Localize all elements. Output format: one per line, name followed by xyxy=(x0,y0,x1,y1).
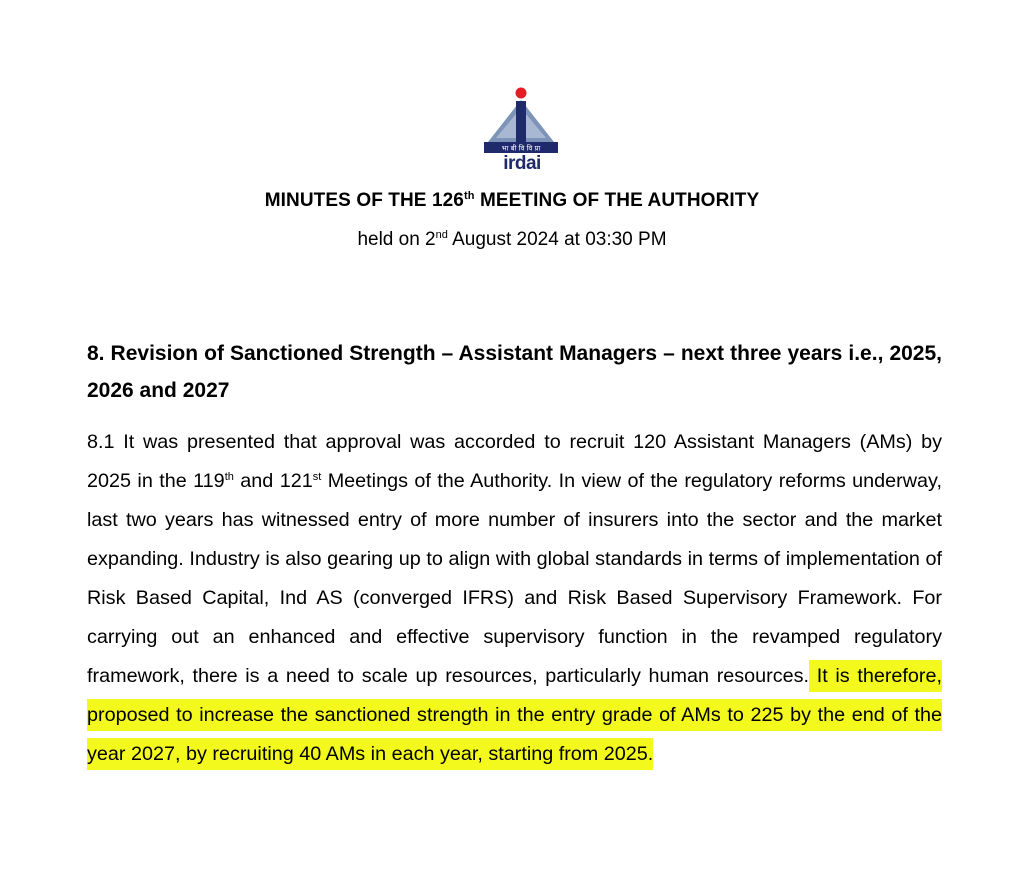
minutes-title: MINUTES OF THE 126th MEETING OF THE AUTHORITY xyxy=(264,190,760,211)
highlighted-proposal-text: It is therefore, proposed to increase the sanctioned strength in the entry grade of AMs to 225 by the end of the year 2027, by recruiting 40 AMs in each year, starting from 2025. xyxy=(87,660,942,770)
logo-red-dot xyxy=(516,88,527,99)
logo-wordmark: irdai xyxy=(503,153,541,174)
section-heading: 8. Revision of Sanctioned Strength – Assistant Managers – next three years i.e., 2025, 2026 and 2027 xyxy=(87,342,942,402)
logo-pillar xyxy=(516,101,526,144)
section-body-paragraph: 8.1 It was presented that approval was accorded to recruit 120 Assistant Managers (AMs) by 2025 in the 119th and 121st Meetings of the Authority. In view of the regulatory reforms underway, last two years has witnessed entry of more number of insurers into the sector and the market expanding. Industry is also gearing up to align with global standards in terms of implementation of Risk Based Capital, Ind AS (converged IFRS) and Risk Based Supervisory Framework. For carrying out an enhanced and effective supervisory function in the revamped regulatory framework, there is a need to scale up resources, particularly human resources. It is therefore, proposed to increase the sanctioned strength in the entry grade of AMs to 225 by the end of the year 2027, by recruiting 40 AMs in each year, starting from 2025. xyxy=(87,423,942,774)
logo-devanagari-text: भा बी वि वि प्रा xyxy=(501,144,541,153)
irdai-logo xyxy=(484,86,560,176)
irdai-logo-icon xyxy=(484,86,560,156)
meeting-date-line: held on 2nd August 2024 at 03:30 PM xyxy=(357,229,667,250)
